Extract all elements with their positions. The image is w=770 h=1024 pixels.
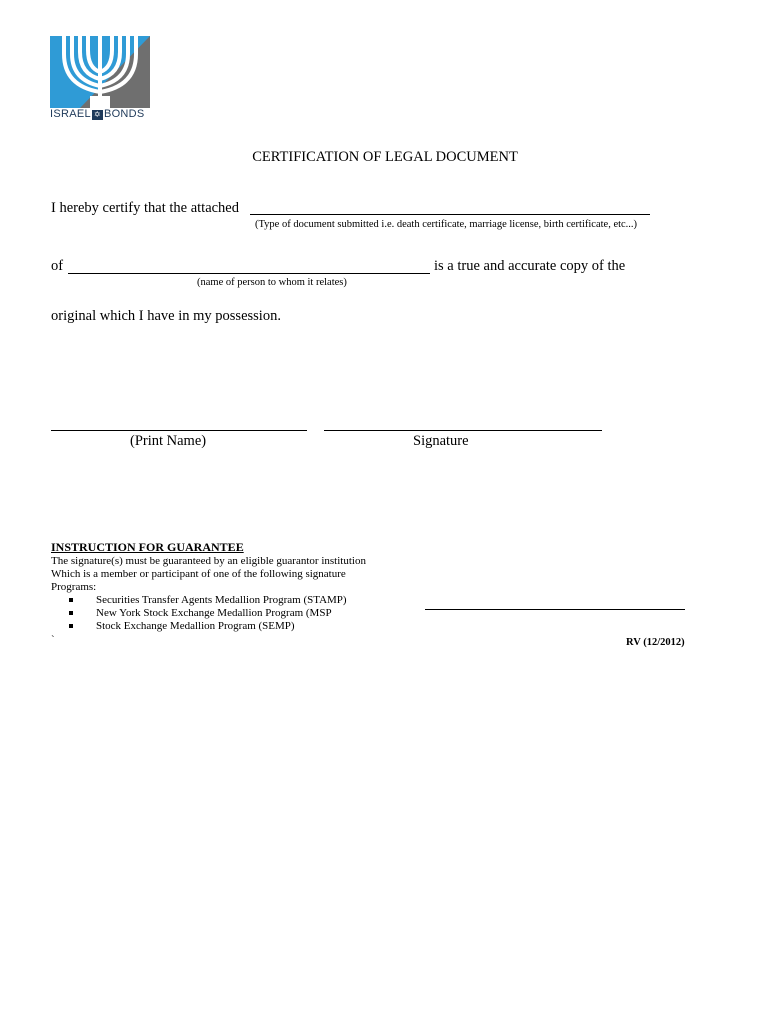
instruction-line-1: The signature(s) must be guaranteed by an eligible guarantor institution [51,555,366,567]
instruction-heading: INSTRUCTION FOR GUARANTEE [51,540,244,554]
print-name-field[interactable] [51,430,307,431]
stray-mark: ` [51,634,55,646]
possession-statement: original which I have in my possession. [51,308,281,324]
person-name-note: (name of person to whom it relates) [197,277,347,288]
certify-attached-label: I hereby certify that the attached [51,200,239,216]
logo-mark-icon: ✡ [93,110,101,119]
logo-wordmark [50,108,145,120]
programs-list [51,594,347,633]
instruction-line-3: Programs: [51,581,97,593]
person-name-field[interactable] [68,273,430,274]
of-label: of [51,258,64,274]
list-item: New York Stock Exchange Medallion Program (MSP [51,607,347,620]
list-item: Stock Exchange Medallion Program (SEMP) [51,620,347,633]
logo-text-israel: ISRAEL [50,108,91,120]
guarantor-signature-field[interactable] [425,609,685,610]
document-title: CERTIFICATION OF LEGAL DOCUMENT [252,149,518,165]
list-item: Securities Transfer Agents Medallion Program (STAMP) [51,594,347,607]
document-type-field[interactable] [250,214,650,215]
document-type-note: (Type of document submitted i.e. death certificate, marriage license, birth certificate, etc...) [255,219,638,230]
instruction-line-2: Which is a member or participant of one of the following signature [51,568,346,580]
print-name-label: (Print Name) [130,433,207,449]
logo-text-bonds: BONDS [103,108,145,120]
signature-field[interactable] [324,430,602,431]
true-copy-label: is a true and accurate copy of the [434,258,626,274]
signature-label: Signature [413,433,469,449]
revision-label: RV (12/2012) [626,637,685,648]
